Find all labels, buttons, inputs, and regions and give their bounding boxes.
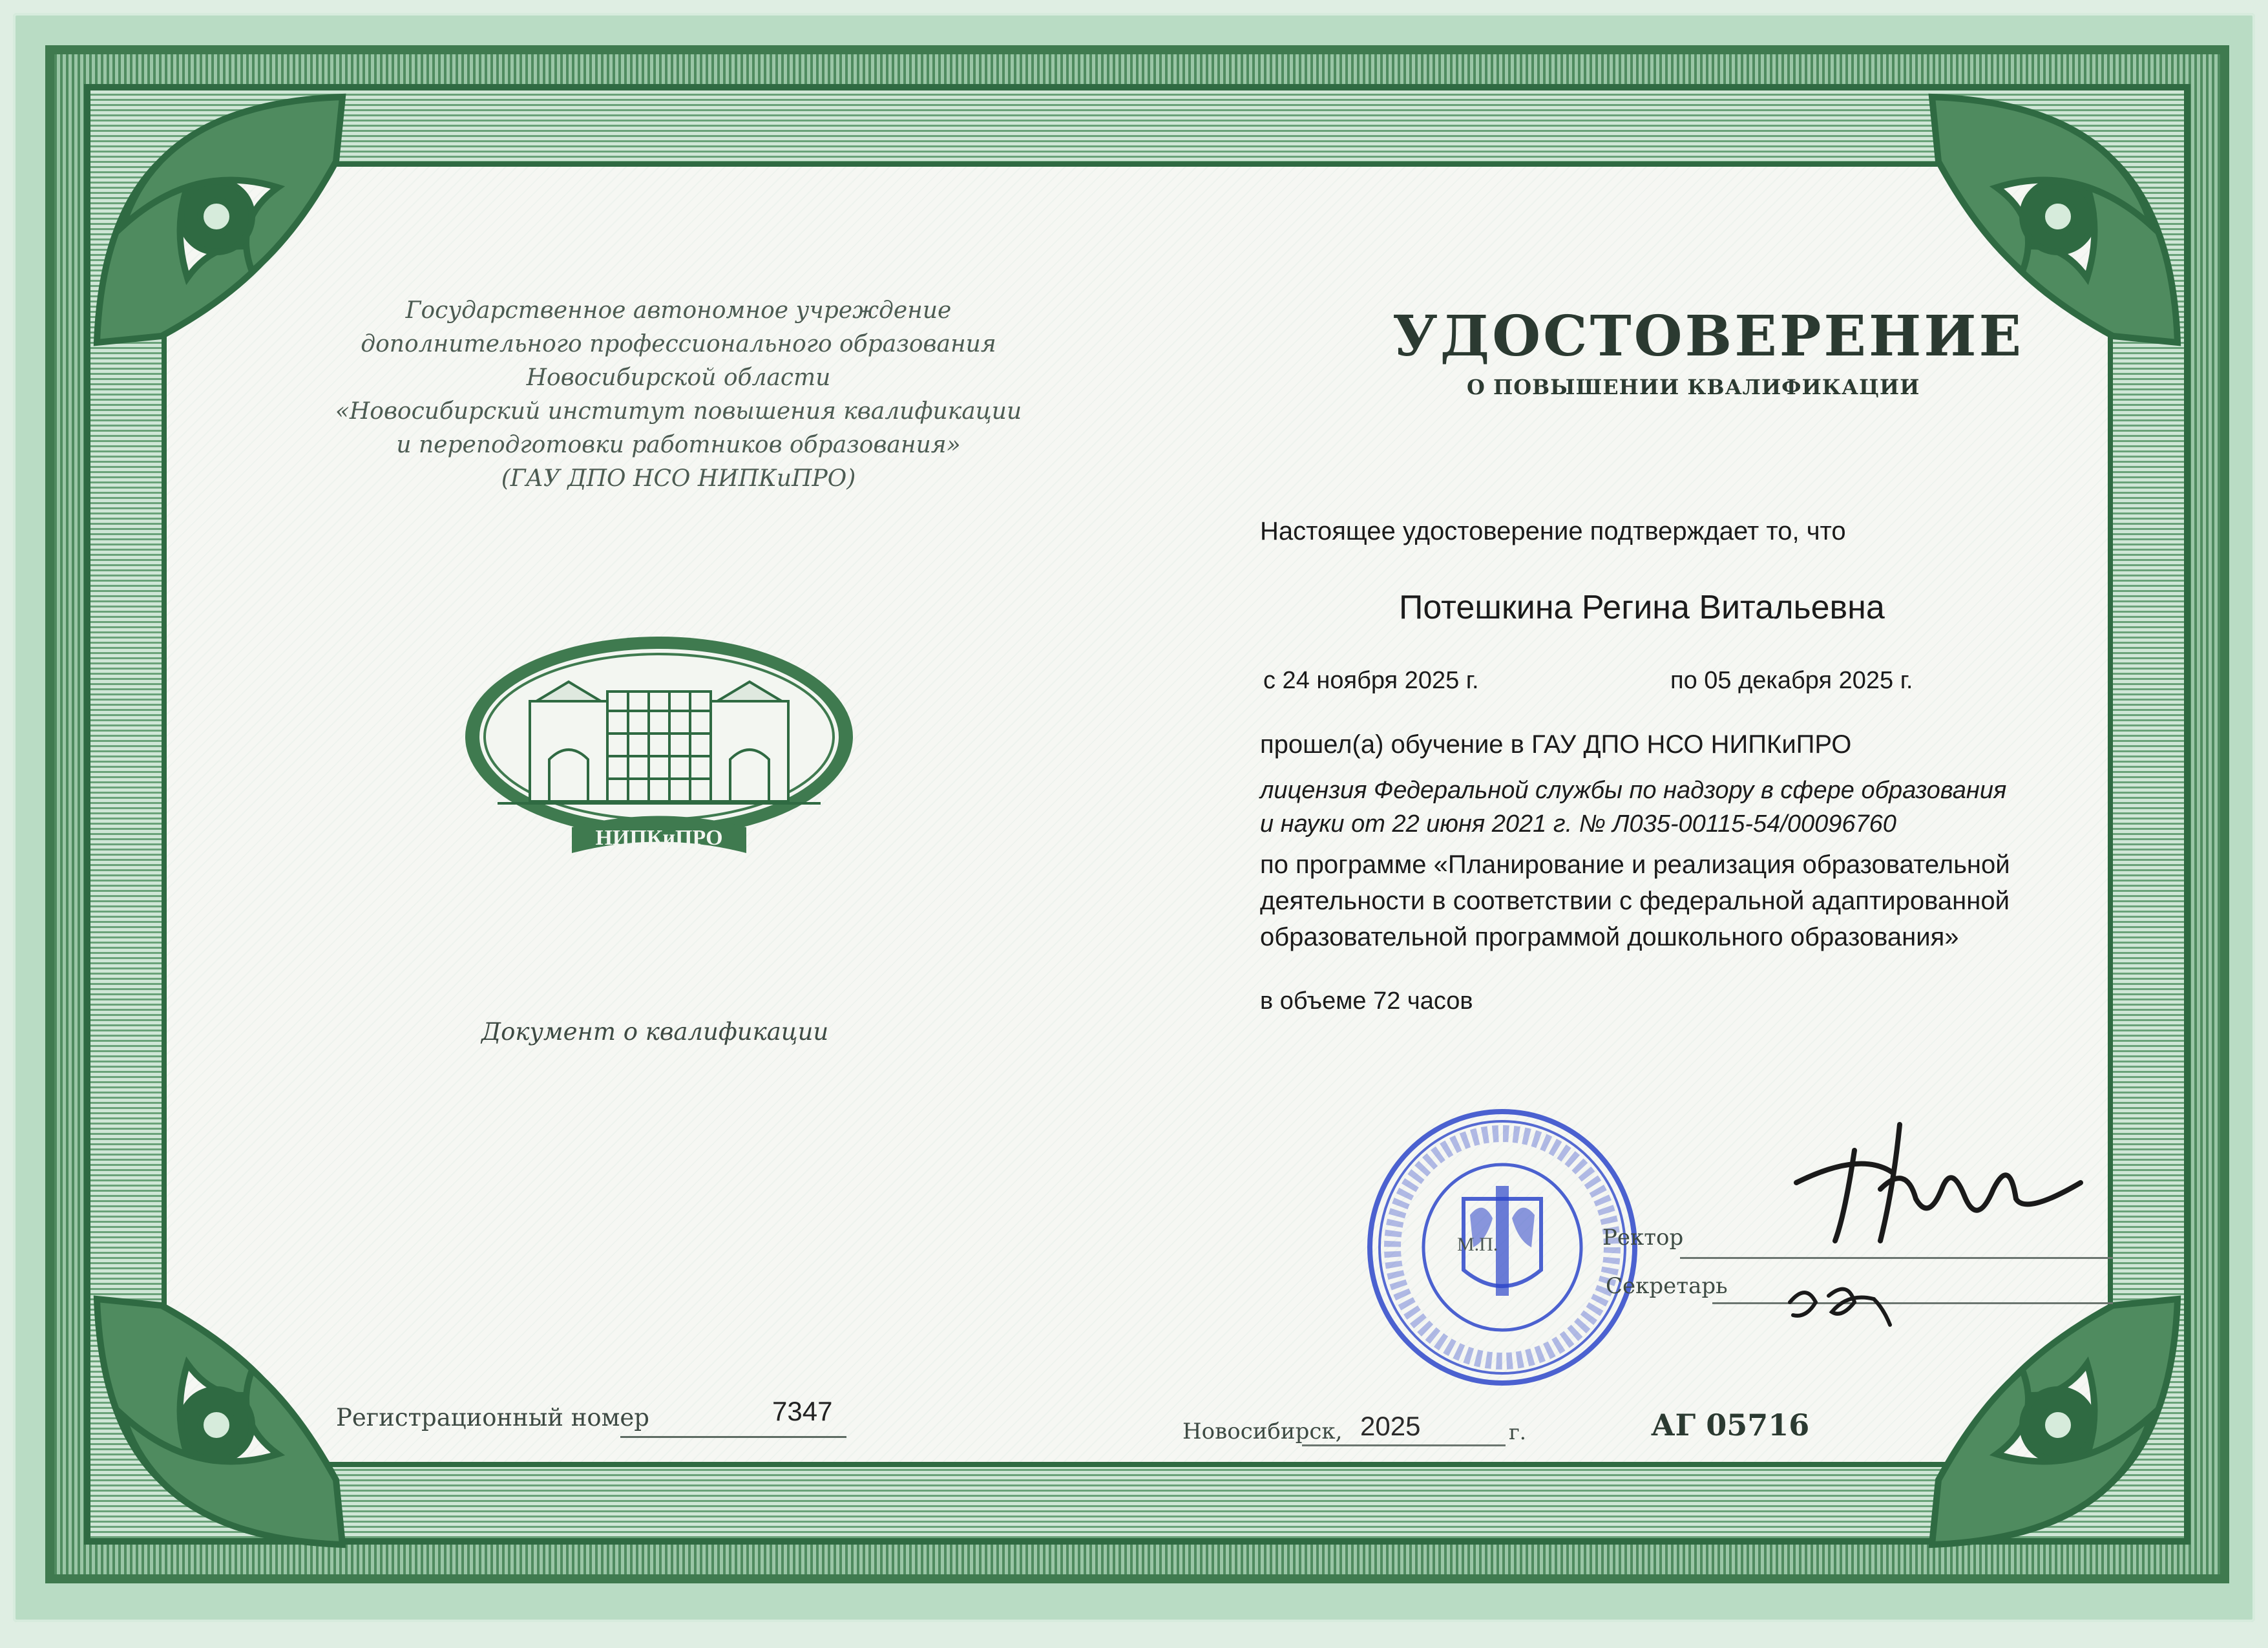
certificate-series-number: АГ 05716 [1651,1408,1810,1442]
secretary-signature-line [1712,1302,2113,1304]
certificate-title: УДОСТОВЕРЕНИЕ [1392,304,2024,369]
city-label: Новосибирск, [1182,1419,1343,1444]
organization-line: Новосибирской области [526,364,831,391]
program-line: по программе «Планирование и реализация образовательной [1260,850,2010,879]
license-text [1260,774,2126,841]
registration-number-label: Регистрационный номер [336,1404,649,1431]
organization-line: и переподготовки работников образования» [396,432,961,458]
rector-label: Ректор [1602,1225,1684,1251]
corner-ornament-bottom-left [84,1286,355,1558]
confirmation-text: Настоящее удостоверение подтверждает то, что [1260,517,1846,545]
certificate-subtitle: О ПОВЫШЕНИИ КВАЛИФИКАЦИИ [1467,375,1920,399]
program-text [1260,847,2081,955]
issue-year: 2025 [1360,1411,1421,1441]
registration-number: 7347 [772,1396,833,1426]
date-from: с 24 ноября 2025 г. [1263,667,1479,694]
registration-number-underline [620,1436,846,1438]
license-line: и науки от 22 июня 2021 г. № Л035-00115-54/00096760 [1260,810,1896,838]
hours-text: в объеме 72 часов [1260,988,1473,1015]
study-text: прошел(а) обучение в ГАУ ДПО НСО НИПКиПРО [1260,730,1852,759]
emblem-label: НИПКиПРО [595,826,723,850]
corner-ornament-bottom-right [1919,1286,2190,1558]
organization-line: (ГАУ ДПО НСО НИПКиПРО) [501,465,856,492]
year-underline [1302,1444,1506,1446]
institute-emblem [459,630,859,869]
program-line: деятельности в соответствии с федеральной адаптированной [1260,887,2010,915]
organization-line: дополнительного профессионального образования [361,331,996,357]
organization-line: Государственное автономное учреждение [405,297,952,324]
date-to: по 05 декабря 2025 г. [1670,667,1913,694]
organization-name [304,294,1053,496]
license-line: лицензия Федеральной службы по надзору в сфере образования [1260,777,2007,804]
year-suffix: г. [1509,1420,1526,1444]
rector-signature [1783,1112,2087,1260]
official-seal [1350,1102,1712,1399]
program-line: образовательной программой дошкольного образования» [1260,923,1959,951]
person-name: Потешкина Регина Витальевна [1399,589,1885,626]
seal-mp-label: М.П. [1457,1234,1498,1255]
secretary-signature [1777,1267,1900,1331]
secretary-label: Секретарь [1606,1273,1728,1299]
document-kind: Документ о квалификации [481,1018,829,1046]
organization-line: «Новосибирский институт повышения квалификации [335,398,1022,425]
